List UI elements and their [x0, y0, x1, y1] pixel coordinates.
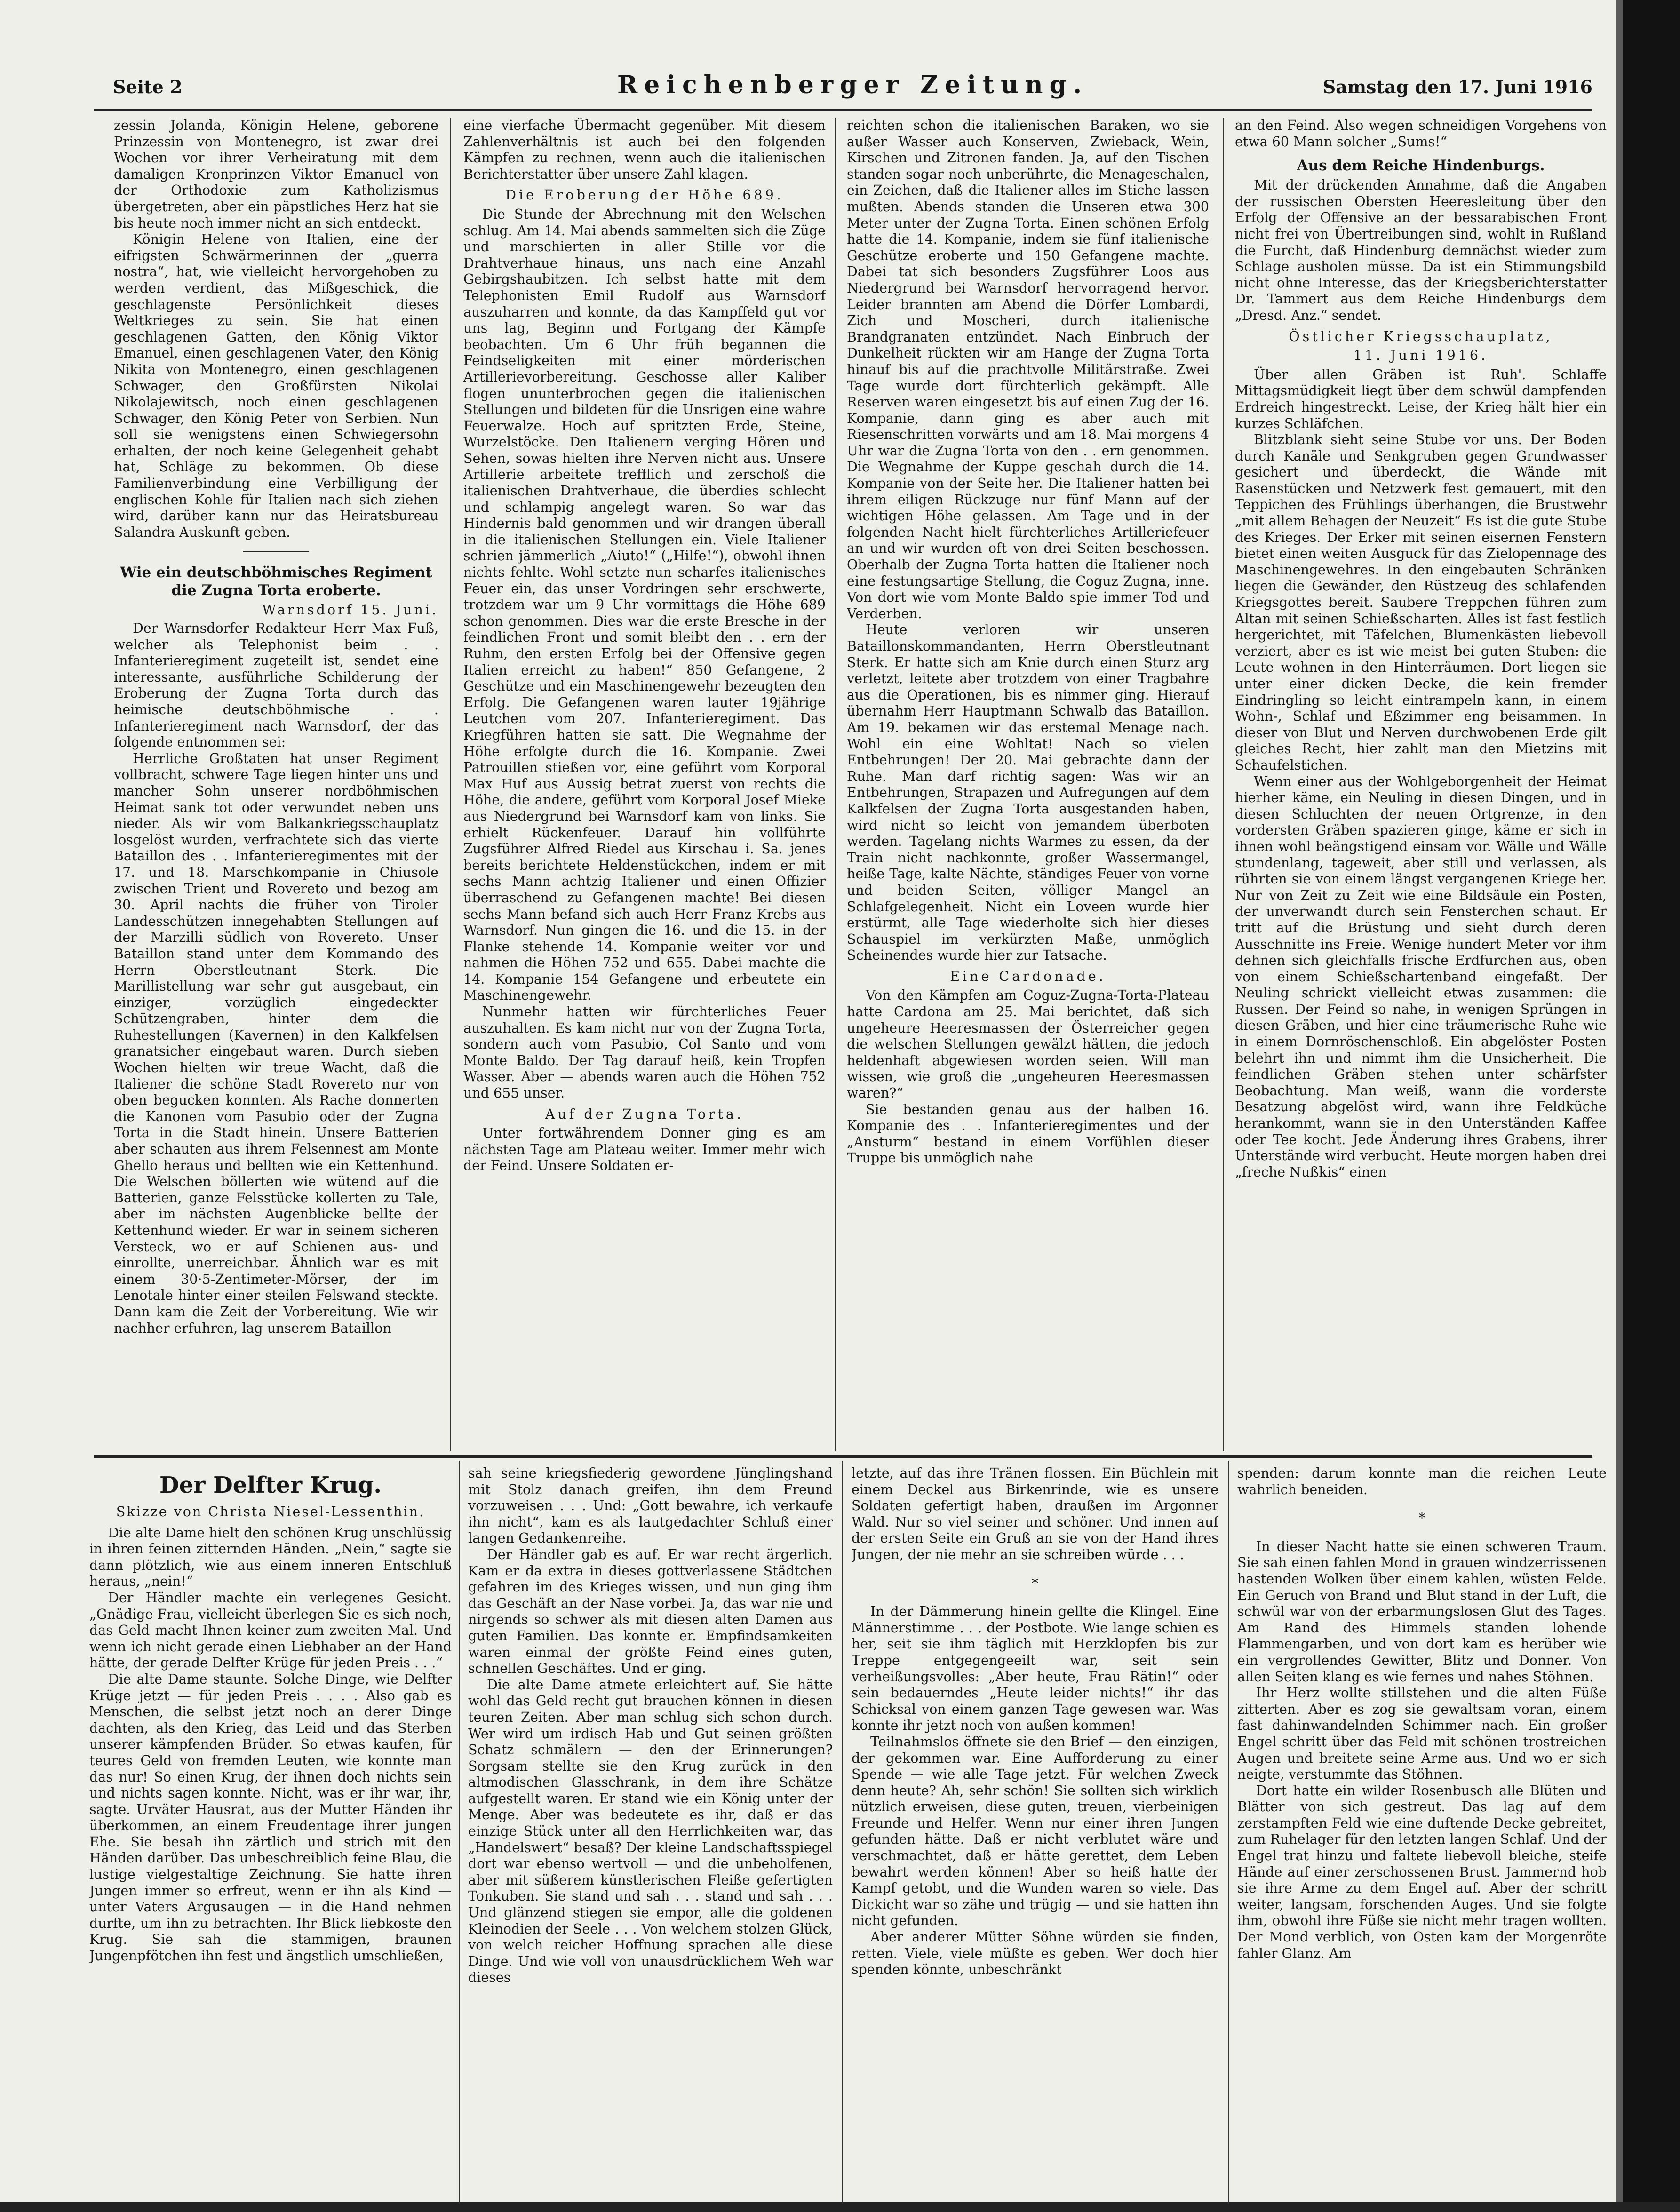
paragraph: Königin Helene von Italien, eine der eifrigsten Schwärmerinnen der „guerra nostra“, hat, wie vielleicht hervorgehoben zu werden verdient, das Mißgeschick, die geschlagenste Persönlichkeit dieses Weltkrieges zu sein. Sie hat einen geschlagenen Gatten, den König Viktor Emanuel, einen geschlagenen Vater, den König Nikita von Montenegro, einen geschlagenen Schwager, den Großfürsten Nikolai Nikolajewitsch, noch einen geschlagenen Schwager, den König Peter von Serbien. Nun soll sie wenigstens einen Schwiegersohn erhalten, der noch keine Gelegenheit gehabt hat, Schläge zu bekommen. Ob diese Familienverbindung eine Verbilligung der englischen Kohle für Italien nach sich ziehen wird, darüber kann nur das Heiratsbureau Salandra Auskunft geben.	[114, 231, 438, 540]
top-column-4	[1235, 118, 1607, 1449]
bottom-column-4	[1237, 1465, 1607, 2204]
bottom-column-2	[468, 1465, 833, 2204]
paragraph: Der Warnsdorfer Redakteur Herr Max Fuß, welcher als Telephonist beim . . Infanterieregiment zugeteilt ist, sendet eine interessante, ausführliche Schilderung der Eroberung der Zugna Torta durch das heimische deutschböhmische . . Infanterieregiment nach Warnsdorf, der das folgende entnommen sei:	[114, 621, 438, 750]
column-rule	[835, 118, 836, 1451]
paragraph: reichten schon die italienischen Baraken, wo sie außer Wasser auch Konserven, Zwieback, Wein, Kirschen und Zitronen fanden. Ja, auf den Tischen standen sogar noch unberührte, die Menageschalen, ein Zeichen, daß die Italiener alles im Stiche lassen mußten. Abends standen die Unseren etwa 300 Meter unter der Zugna Torta. Einen schönen Erfolg hatte die 14. Kompanie, indem sie fünf italienische Geschütze eroberte und 150 Gefangene machte. Dabei tat sich besonders Zugsführer Loos aus Niedergrund bei Warnsdorf hervorragend hervor. Leider brannten am Abend die Dörfer Lombardi, Zich und Moscheri, durch italienische Brandgranaten entzündet. Nach Einbruch der Dunkelheit rückten wir am Hange der Zugna Torta hinauf bis auf die prachtvolle Militärstraße. Zwei Tage wurde dort fürchterlich gekämpft. Alle Reserven waren eingesetzt bis auf einen Zug der 16. Kompanie, dann ging es aber auch mit Riesenschritten vorwärts und am 18. Mai morgens 4 Uhr war die Zugna Torta von den . . ern genommen. Die Wegnahme der Kuppe geschah durch die 14. Kompanie von der Seite her. Die Italiener hatten bei ihrem eiligen Rückzuge nur fünf Mann auf der wichtigen Höhe gelassen. Am Tage und in der folgenden Nacht hielt fürchterliches Artilleriefeuer an und wir wurden oft von drei Seiten beschossen. Oberhalb der Zugna Torta hatten die Italiener noch eine festungsartige Stellung, die Coguz Zugna, inne. Von dort wie vom Monte Baldo spie immer Tod und Verderben.	[847, 118, 1209, 621]
paragraph: In der Dämmerung hinein gellte die Klingel. Eine Männerstimme . . . der Postbote. Wie lange schien es her, seit sie ihm täglich mit Herzklopfen bis zur Treppe entgegengeeilt war, seit sein verheißungsvolles: „Aber heute, Frau Rätin!“ oder sein bedauerndes „Heute leider nichts!“ ihr das Schicksal von einem ganzen Tage gewesen war. Was konnte ihr jetzt noch von außen kommen!	[852, 1604, 1218, 1734]
paragraph: Nunmehr hatten wir fürchterliches Feuer auszuhalten. Es kam nicht nur von der Zugna Torta, sondern auch vom Pasubio, Col Santo und vom Monte Baldo. Der Tag darauf heiß, kein Tropfen Wasser. Aber — abends waren auch die Höhen 752 und 655 unser.	[463, 1004, 826, 1101]
paragraph: Aber anderer Mütter Söhne würden sie finden, retten. Viele, viele müßte es geben. Wer doch hier spenden könnte, unbeschränkt	[852, 1929, 1218, 1978]
section-divider	[243, 551, 309, 552]
paragraph: Der Händler machte ein verlegenes Gesicht. „Gnädige Frau, vielleicht überlegen Sie es sich noch, das Geld macht Ihnen keiner zum zweiten Mal. Und wenn ich nicht gerade einen Liebhaber an der Hand hätte, der gerade Delfter Krüge für jeden Preis . . .“	[89, 1590, 452, 1671]
paragraph: eine vierfache Übermacht gegenüber. Mit diesem Zahlenverhältnis ist auch bei den folgenden Kämpfen zu rechnen, wenn auch die italienischen Berichterstatter über unsere Zahl klagen.	[463, 118, 826, 182]
feuilleton-rule	[94, 1455, 1592, 1458]
section-separator: *	[1418, 1510, 1425, 1526]
dateline: Warnsdorf 15. Juni.	[262, 602, 438, 618]
subheading: Die Eroberung der Höhe 689.	[505, 187, 784, 203]
paragraph: Über allen Gräben ist Ruh'. Schlaffe Mittagsmüdigkeit liegt über dem schwül dampfenden Erdreich hingestreckt. Leise, der Krieg hält hier ein kurzes Schläfchen.	[1235, 366, 1607, 431]
column-rule	[450, 118, 451, 1451]
masthead-rule	[94, 109, 1592, 111]
paragraph: an den Feind. Also wegen schneidigen Vorgehens von etwa 60 Mann solcher „Sums!“	[1235, 118, 1607, 150]
column-rule	[1228, 1461, 1229, 2204]
paragraph: Mit der drückenden Annahme, daß die Angaben der russischen Obersten Heeresleitung über den Erfolg der Offensive an der bessarabischen Front nicht frei von Übertreibungen sind, wohlt in Rußland die Furcht, daß Hindenburg demnächst wieder zum Schlage ausholen müsse. Da ist ein Stimmungsbild nicht ohne Interesse, das der Kriegsberichterstatter Dr. Tammert aus dem Reiche Hindenburgs dem „Dresd. Anz.“ sendet.	[1235, 177, 1607, 323]
column-rule	[459, 1461, 460, 2204]
issue-date: Samstag den 17. Juni 1916	[1322, 76, 1592, 97]
dateline: Östlicher Kriegsschauplatz,	[1289, 328, 1553, 344]
paragraph: Herrliche Großtaten hat unser Regiment vollbracht, schwere Tage liegen hinter uns und mancher Sohn unserer nordböhmischen Heimat sank tot oder verwundet neben uns nieder. Als wir vom Balkankriegsschauplatz losgelöst wurden, verfrachtete sich das vierte Bataillon des . . Infanterieregimentes mit der 17. und 18. Marschkompanie in Chiusole zwischen Trient und Rovereto und bezog am 30. April nachts die früher von Tiroler Landesschützen innegehabten Stellungen auf der Marzilli südlich von Rovereto. Unser Bataillon stand unter dem Kommando des Herrn Oberstleutnant Sterk. Die Marillistellung war sehr gut ausgebaut, ein einziger, vorzüglich eingedeckter Schützengraben, hinter dem die Ruhestellungen (Kavernen) in den Kalkfelsen granatsicher eingebaut waren. Durch sieben Wochen hielten wir treue Wacht, daß die Italiener die schöne Stadt Rovereto nur von oben begucken konnten. Als Rache donnerten die Kanonen vom Pasubio oder der Zugna Torta in die Stadt hinein. Unsere Batterien aber schauten aus ihrem Felsennest am Monte Ghello heraus und bellten wie ein Kettenhund. Die Welschen böllerten wie wütend auf die Batterien, ganze Felsstücke kollerten zu Tale, aber im nächsten Augenblicke bellte der Kettenhund wieder. Er war in seinem sicheren Versteck, wo er auf Schienen aus- und einrollte, unerreichbar. Ähnlich war es mit einem 30·5-Zentimeter-Mörser, der im Lenotale hinter einer steilen Felswand steckte. Dann kam die Zeit der Vorbereitung. Wie wir nachher erfuhren, lag unserem Bataillon	[114, 750, 438, 1336]
top-column-2	[463, 118, 826, 1449]
column-rule	[842, 1461, 843, 2204]
paragraph: Wenn einer aus der Wohlgeborgenheit der Heimat hierher käme, ein Neuling in diesen Dingen, und in diesen Schluchten der neuen Ortgrenze, in den vordersten Gräben spazieren ginge, käme er sich in ihnen wohl beängstigend einsam vor. Wälle und Wälle stundenlang, tageweit, aber still und verlassen, als rührten sie von einem längst vergangenen Kriege her. Nur von Zeit zu Zeit wie eine Bildsäule ein Posten, der unverwandt durch sein Fensterchen schaut. Er tritt auf die Brüstung und sieht durch deren Ausschnitte ins Freie. Wenige hundert Meter vor ihm dehnen sich gleichfalls frische Erdfurchen aus, oben von einem Schießschartenband eingefaßt. Der Neuling schrickt vielleicht etwas zusammen: die Russen. Der Feind so nahe, in wenigen Sprüngen in diesen Gräben, und hier eine träumerische Ruhe wie in einem Dornröschenschloß. Ein abgelöster Posten belehrt ihn und nimmt ihm die Unsicherheit. Die feindlichen Gräben stehen unter schärfster Beobachtung. Man weiß, wann die vorderste Besatzung abgelöst wird, wann ihre Feldküche herankommt, wann sie in den Unterständen Kaffee oder Tee kocht. Jede Änderung ihres Grabens, ihrer Unterstände wird verbucht. Heute morgen haben drei „freche Nußkis“ einen	[1235, 773, 1607, 1180]
masthead	[113, 71, 1592, 108]
page-edge-shadow	[1616, 0, 1623, 2212]
article-heading: Aus dem Reiche Hindenburgs.	[1297, 157, 1545, 175]
paragraph: spenden: darum konnte man die reichen Leute wahrlich beneiden.	[1237, 1465, 1607, 1497]
paragraph: letzte, auf das ihre Tränen flossen. Ein Büchlein mit einem Deckel aus Birkenrinde, wie es unsere Soldaten gefertigt haben, draußen im Argonner Wald. Nur so viel seiner und schöner. Und innen auf der ersten Seite ein Gruß an sie von der Hand ihres Jungen, der nie mehr an sie schreiben würde . . .	[852, 1465, 1218, 1562]
paragraph: sah seine kriegsfiederig gewordene Jünglingshand mit Stolz danach greifen, ihn dem Freund vorzuweisen . . . Und: „Gott bewahre, ich verkaufe ihn nicht“, kam es als lautgedachter Schluß einer langen Gedankenreihe.	[468, 1465, 833, 1546]
paragraph: In dieser Nacht hatte sie einen schweren Traum. Sie sah einen fahlen Mond in grauen windzerrissenen hastenden Wolken über einem kahlen, wüsten Felde. Ein Geruch von Brand und Blut stand in der Luft, die schwül war von der erbarmungslosen Glut des Tages. Am Rand des Himmels standen lohende Flammengarben, und von dort kam es herüber wie ein vergrollendes Gewitter, Blitz und Donner. Von allen Seiten klang es wie fernes und nahes Stöhnen.	[1237, 1538, 1607, 1685]
article-heading: Wie ein deutschböhmisches Regiment die Zugna Torta eroberte.	[120, 564, 432, 599]
paragraph: Die alte Dame atmete erleichtert auf. Sie hätte wohl das Geld recht gut brauchen können in diesen teuren Zeiten. Aber man schlug sich schon durch. Wer wird um irdisch Hab und Gut seinen größten Schatz schmälern — den der Erinnerungen? Sorgsam stellte sie den Krug zurück in den altmodischen Glasschrank, in dem ihre Schätze aufgestellt waren. Er stand wie ein König unter der Menge. Aber was bedeutete es ihr, daß er das einzige Stück unter all den Herrlichkeiten war, das „Handelswert“ besaß? Der kleine Landschaftsspiegel dort war ebenso wertvoll — und die unbeholfenen, aber mit süßerem künstlerischen Fleiße gefertigten Tonkuben. Sie stand und sah . . . stand und sah . . . Und glänzend stiegen sie empor, alle die goldenen Kleinodien der Seele . . . Von welchem stolzen Glück, von welch reicher Hoffnung sprachen alle diese Dinge. Und wie voll von unausdrücklichem Weh war dieses	[468, 1677, 833, 1986]
paragraph: Ihr Herz wollte stillstehen und die alten Füße zitterten. Aber es zog sie gewaltsam voran, einem fast dahinwandelnden Schimmer nach. Ein großer Engel schritt über das Feld mit schönen trostreichen Augen und breitete seine Arme aus. Und wo er sich neigte, verstummte das Stöhnen.	[1237, 1685, 1607, 1782]
paragraph: Die Stunde der Abrechnung mit den Welschen schlug. Am 14. Mai abends sammelten sich die Züge und marschierten in aller Stille vor die Drahtverhaue hinaus, uns nach eine Anzahl Gebirgshaubitzen. Ich selbst hatte mit dem Telephonisten Emil Rudolf aus Warnsdorf auszuharren und konnte, da das Kampffeld gut vor uns lag, Beginn und Fortgang der Kämpfe beobachten. Um 6 Uhr früh begannen die Feindseligkeiten mit einer mörderischen Artillerievorbereitung. Geschosse aller Kaliber flogen ununterbrochen gegen die italienischen Stellungen und bildeten für die Unsrigen eine wahre Feuerwalze. Hoch auf spritzten Erde, Steine, Wurzelstöcke. Den Italienern verging Hören und Sehen, sowas hielten ihre Nerven nicht aus. Unsere Artillerie arbeitete trefflich und zerschoß die italienischen Drahtverhaue, die überdies schlecht und schlampig angelegt waren. So war das Hindernis bald genommen und wir drangen überall in die italienischen Stellungen ein. Viele Italiener schrien jämmerlich „Aiuto!“ („Hilfe!“), obwohl ihnen nichts fehlte. Wohl setzte nun scharfes italienisches Feuer ein, das unser Vordringen sehr erschwerte, trotzdem war um 9 Uhr vormittags die Höhe 689 schon genommen. Dies war die erste Bresche in der feindlichen Front und somit bleibt den . . ern der Ruhm, den ersten Erfolg bei der Offensive gegen Italien erreicht zu haben!“ 850 Gefangene, 2 Geschütze und ein Maschinengewehr bezeugten den Erfolg. Die Gefangenen waren lauter 19jährige Leutchen vom 207. Infanterieregiment. Das Kriegführen hatten sie satt. Die Wegnahme der Höhe erfolgte durch die 16. Kompanie. Zwei Patrouillen stießen vor, eine geführt vom Korporal Max Huf aus Aussig betrat zuerst von rechts die Höhe, die andere, geführt vom Korporal Josef Mieke aus Niedergrund bei Warnsdorf kam von links. Sie erhielt Rückenfeuer. Darauf hin vollführte Zugsführer Alfred Riedel aus Kirschau i. Sa. jenes bereits berichtete Heldenstückchen, indem er mit sechs Mann achtzig Italiener und einen Offizier überraschend zu Gefangenen machte! Bei diesen sechs Mann befand sich auch Herr Franz Krebs aus Warnsdorf. Nun gingen die 16. und die 15. in der Flanke stehende 14. Kompanie weiter vor und nahmen die Höhen 752 und 655. Dabei machte die 14. Kompanie 154 Gefangene und erbeutete ein Maschinengewehr.	[463, 206, 826, 1003]
scan-border-right	[1616, 0, 1680, 2212]
bottom-column-1	[89, 1465, 452, 2204]
paragraph: Der Händler gab es auf. Er war recht ärgerlich. Kam er da extra in dieses gottverlassene Städtchen gefahren im des Krieges wissen, und nun ging ihm das Geschäft an der Nase vorbei. Ja, das war nie und nirgends so schwer als mit diesen alten Damen aus guten Familien. Das konnte er. Empfindsamkeiten waren einmal der größte Feind eines guten, schnellen Geschäftes. Und er ging.	[468, 1546, 833, 1677]
paragraph: Blitzblank sieht seine Stube vor uns. Der Boden durch Kanäle und Senkgruben gegen Grundwasser gesichert und überdeckt, die Wände mit Rasenstücken und Netzwerk fest gemauert, mit den Teppichen des Frühlings überhangen, die Brustwehr „mit allem Behagen der Neuzeit“ Es ist die gute Stube des Krieges. Der Erker mit seinen eisernen Fenstern bietet einen weiten Ausguck für das Zielopennage des Maschinengewehres. In den eingebauten Schränken liegen die Gewänder, den Rüstzeug des schlafenden Kriegsgottes bereit. Saubere Treppchen führen zum Altan mit seinen Schießscharten. Alles ist fast festlich hergerichtet, mit Täfelchen, Blumenkästen liebevoll verziert, aber es ist wie meist bei guten Stuben: die Leute wohnen in den Hinterräumen. Dort liegen sie unter einer dicken Decke, die kein fremder Eindringling so leicht eintrampeln kann, in einem Wohn-, Schlaf und Eßzimmer eng beisammen. In dieser von Blut und Nerven durchwobenen Erde gilt gleiches Recht, hier zahlt man den Mietzins mit Schaufelstichen.	[1235, 432, 1607, 773]
page-number: Seite 2	[113, 76, 183, 97]
section-separator: *	[1031, 1575, 1039, 1591]
paragraph: zessin Jolanda, Königin Helene, geborene Prinzessin von Montenegro, ist zwar drei Wochen vor ihrer Verheiratung mit dem damaligen Kronprinzen Viktor Emanuel von der Orthodoxie zum Katholizismus übergetreten, aber ein päpstliches Herz hat sie bis heute noch immer nicht an sich entdeckt.	[114, 118, 438, 231]
paragraph: Dort hatte ein wilder Rosenbusch alle Blüten und Blätter von sich gestreut. Das lag auf dem zerstampften Feld wie eine duftende Decke gebreitet, zum Ruhelager für den letzten langen Schlaf. Und der Engel trat hinzu und faltete liebevoll bleiche, steife Hände auf einer zerschossenen Brust. Jammernd hob sie ihre Arme zu dem Engel auf. Aber der schritt weiter, langsam, forschenden Auges. Und sie folgte ihm, obwohl ihre Füße sie nicht mehr tragen wollten. Der Mond verblich, von Osten kam der Morgenröte fahler Glanz. Am	[1237, 1782, 1607, 1961]
paragraph: Die alte Dame hielt den schönen Krug unschlüssig in ihren feinen zitternden Händen. „Nein,“ sagte sie dann plötzlich, wie aus einem inneren Entschluß heraus, „nein!“	[89, 1525, 452, 1590]
paragraph: Die alte Dame staunte. Solche Dinge, wie Delfter Krüge jetzt — für jeden Preis . . . . Also gab es Menschen, die selbst jetzt noch an derer Dinge dachten, als den Krieg, das Leid und das Sterben unserer kämpfenden Brüder. So etwas kaufen, für teures Geld von fremden Leuten, wie konnte man das nur! So einen Krug, der ihnen doch nichts sein und nichts sagen konnte. Nicht, was er ihr war, ihr, sagte. Urväter Hausrat, aus der Mutter Händen ihr überkommen, an einem Freudentage ihrer jungen Ehe. Sie besah ihn zärtlich und strich mit den Händen darüber. Das unbeschreiblich feine Blau, die lustige vielgestaltige Zeichnung. Sie hatte ihren Jungen immer so erfreut, wenn er ihn als Kind — unter Vaters Argusaugen — in die Hand nehmen durfte, um ihn zu betrachten. Ihr Blick liebkoste den Krug. Sie sah die stammigen, braunen Jungenpfötchen ihn fest und ängstlich umschließen,	[89, 1671, 452, 1964]
column-rule	[1223, 118, 1224, 1451]
top-column-3	[847, 118, 1209, 1449]
top-column-1	[114, 118, 438, 1449]
paragraph: Sie bestanden genau aus der halben 16. Kompanie des . . Infanterieregimentes und der „Ansturm“ bestand in einem Vorfühlen dieser Truppe bis unmöglich nahe	[847, 1101, 1209, 1166]
subheading: Eine Cardonade.	[950, 968, 1106, 984]
byline: Skizze von Christa Niesel-Lessenthin.	[116, 1504, 425, 1520]
dateline: 11. Juni 1916.	[1353, 348, 1489, 364]
subheading: Auf der Zugna Torta.	[545, 1106, 744, 1122]
paragraph: Heute verloren wir unseren Bataillonskommandanten, Herrn Oberstleutnant Sterk. Er hatte sich am Knie durch einen Sturz arg verletzt, leitete aber trotzdem von einer Tragbahre aus die Operationen, bis es nimmer ging. Hierauf übernahm Herr Hauptmann Schwalb das Bataillon. Am 19. bekamen wir das erstemal Menage nach. Wohl ein eine Wohltat! Nach so vielen Entbehrungen! Der 20. Mai gebrachte dann der Ruhe. Man darf richtig sagen: Was wir an Entbehrungen, Strapazen und Aufregungen auf dem Kalkfelsen der Zugna Torta ausgestanden haben, wird nicht so leicht von jemandem überboten werden. Tagelang nichts Warmes zu essen, da der Train nicht nachkonnte, großer Wassermangel, heiße Tage, kalte Nächte, ständiges Feuer von vorne und beiden Seiten, völliger Mangel an Schlafgelegenheit. Nicht ein Loveen wurde hier erstürmt, alle Tage wiederholte sich hier dieses Schauspiel im verkürzten Maße, unmöglich Scheinendes wurde hier zur Tatsache.	[847, 622, 1209, 963]
paragraph: Unter fortwährendem Donner ging es am nächsten Tage am Plateau weiter. Immer mehr wich der Feind. Unsere Soldaten er-	[463, 1125, 826, 1174]
newspaper-title: Reichenberger Zeitung.	[617, 71, 1089, 99]
story-title: Der Delfter Krug.	[159, 1472, 382, 1498]
paragraph: Von den Kämpfen am Coguz-Zugna-Torta-Plateau hatte Cardona am 25. Mai berichtet, daß sich ungeheure Heeresmassen der Österreicher gegen die welschen Stellungen gewälzt hätten, die jedoch heldenhaft abgewiesen worden seien. Will man wissen, wie groß die „ungeheuren Heeresmassen waren?“	[847, 987, 1209, 1101]
bottom-column-3	[852, 1465, 1218, 2204]
paragraph: Teilnahmslos öffnete sie den Brief — den einzigen, der gekommen war. Eine Aufforderung zu einer Spende — wie alle Tage jetzt. Für welchen Zweck denn heute? Ah, sehr schön! Sie sollten sich wirklich nützlich erweisen, diese guten, treuen, vierbeinigen Freunde und Helfer. Wenn nur einer ihren Jungen gefunden hätte. Daß er nicht verblutet wäre und verschmachtet, daß er hätte gerettet, dem Leben bewahrt werden können! Aber so heiß hatte der Kampf getobt, und die Wunden waren so viele. Das Dickicht war so zähe und trügig — und sie hatten ihn nicht gefunden.	[852, 1734, 1218, 1929]
